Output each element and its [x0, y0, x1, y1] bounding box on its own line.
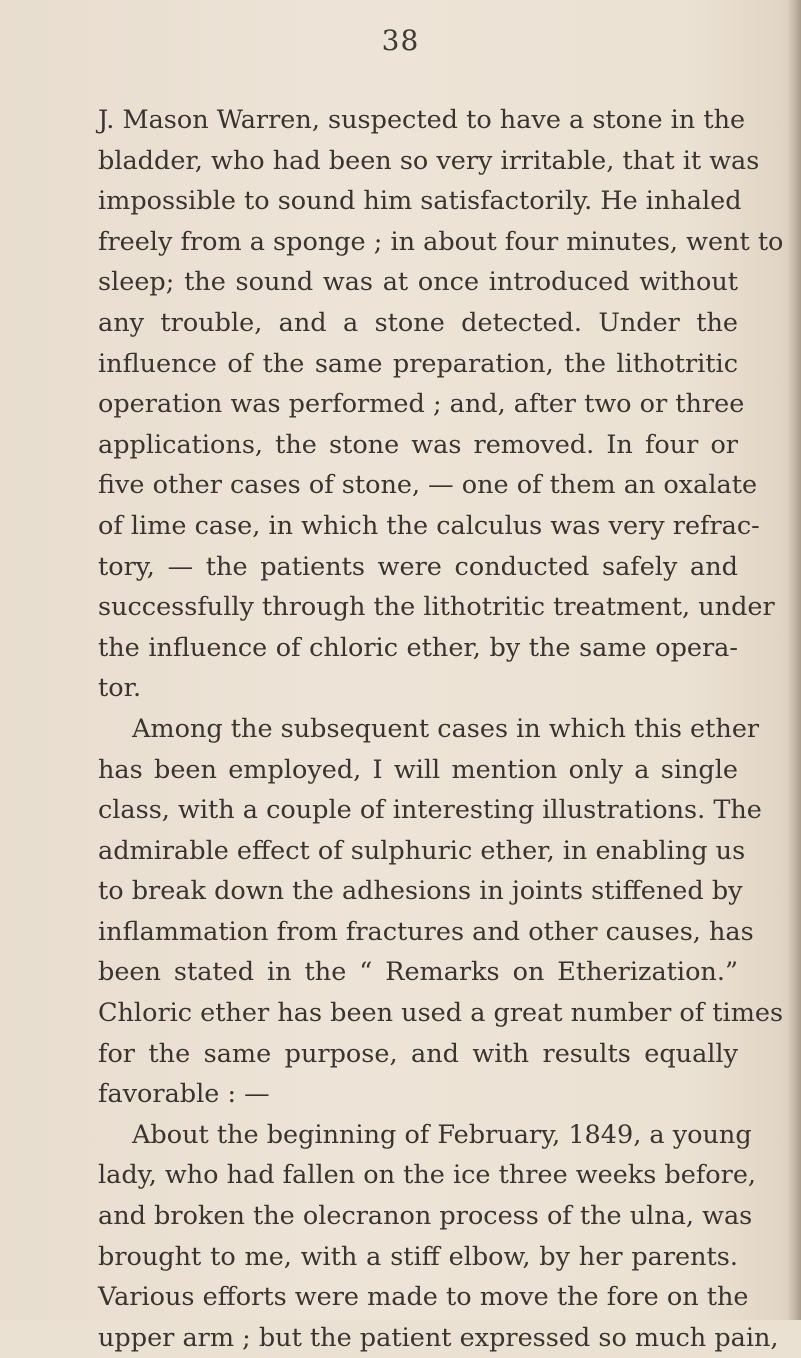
text-line: for the same purpose, and with results equally — [98, 1038, 738, 1069]
text-line: influence of the same preparation, the lithotritic — [98, 348, 738, 379]
text-line: inflammation from fractures and other causes, has — [98, 916, 754, 947]
text-line: applications, the stone was removed. In four or — [98, 429, 738, 460]
text-line: impossible to sound him satisfactorily. He inhaled — [98, 186, 742, 217]
text-line: upper arm ; but the patient expressed so much pain, — [98, 1322, 779, 1353]
text-line: been stated in the “ Remarks on Etherization.” — [98, 957, 738, 988]
paragraph-start-line: Among the subsequent cases in which this ether — [132, 713, 760, 744]
text-line: Chloric ether has been used a great number of times — [98, 998, 784, 1029]
text-line: five other cases of stone, — one of them an oxalate — [98, 470, 758, 501]
text-line: has been employed, I will mention only a single — [98, 754, 738, 785]
text-line: Various efforts were made to move the fore on the — [98, 1282, 749, 1313]
text-line: sleep; the sound was at once introduced without — [98, 267, 738, 298]
text-line: any trouble, and a stone detected. Under the — [98, 307, 738, 338]
text-line: of lime case, in which the calculus was very refrac- — [98, 510, 760, 541]
paragraph-start-line: About the beginning of February, 1849, a young — [132, 1119, 752, 1150]
text-line: freely from a sponge ; in about four minutes, went to — [98, 226, 784, 257]
text-line: J. Mason Warren, suspected to have a stone in the — [98, 105, 746, 135]
text-line: operation was performed ; and, after two or three — [98, 389, 745, 420]
text-line: and broken the olecranon process of the ulna, was — [98, 1201, 753, 1232]
text-line: lady, who had fallen on the ice three weeks before, — [98, 1160, 757, 1191]
text-line: to break down the adhesions in joints stiffened by — [98, 876, 743, 907]
text-line: admirable effect of sulphuric ether, in enabling us — [98, 835, 746, 866]
text-line: class, with a couple of interesting illustrations. The — [98, 795, 762, 826]
text-line: bladder, who had been so very irritable, that it was — [98, 145, 760, 176]
text-line: tory, — the patients were conducted safely and — [98, 551, 738, 582]
page-edge-shadow — [787, 0, 801, 1320]
text-line: the influence of chloric ether, by the same opera- — [98, 632, 738, 663]
text-line: successfully through the lithotritic treatment, under — [98, 592, 775, 623]
text-line: brought to me, with a stiff elbow, by her parents. — [98, 1241, 738, 1272]
page-number: 38 — [381, 24, 420, 57]
text-line: tor. — [98, 673, 142, 704]
body-text — [98, 100, 784, 1358]
text-line: favorable : — — [98, 1079, 270, 1110]
